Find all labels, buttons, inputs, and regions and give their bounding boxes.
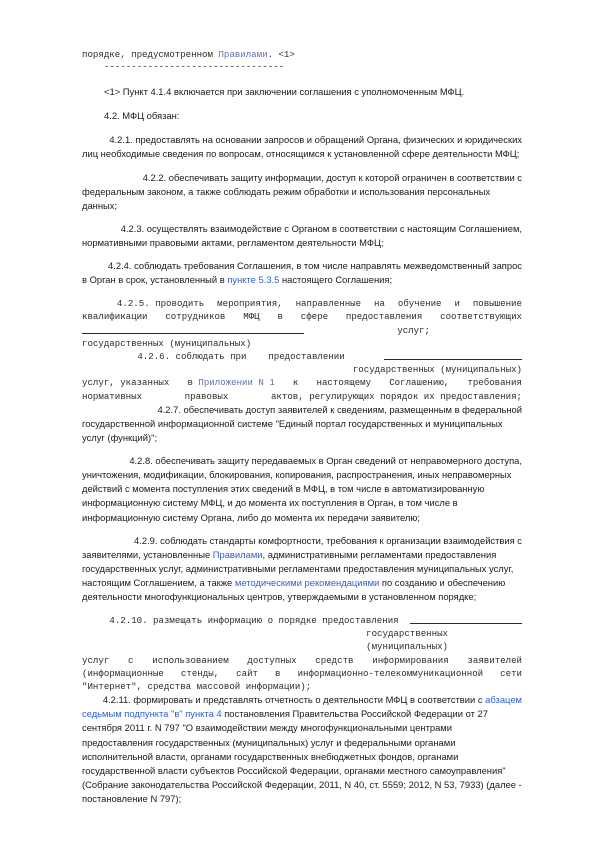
clause-text: в: [187, 377, 199, 389]
clause-text: 4.2.4. соблюдать требования Соглашения, в том числе направлять межведомственный запрос: [108, 260, 522, 272]
clause-4-2-7: [82, 403, 522, 445]
clause-link-wrap: [82, 707, 488, 721]
clause-line: [82, 297, 522, 310]
clause-text: информационную систему МФЦ, и до момента их поступления в Орган, в том числе в: [82, 497, 458, 509]
clause-line: [82, 273, 522, 287]
clause-text: 4.2.3. осуществлять взаимодействие с Органом в соответствии с настоящим Соглашением,: [120, 222, 522, 234]
clause-text: МФЦ: [243, 311, 260, 323]
document-body: [82, 48, 522, 806]
clause-text: 4.2.11. формировать и представлять отчетность о деятельности МФЦ в соответствии с: [102, 694, 486, 706]
clause-text: 4.2.8. обеспечивать защиту передаваемых в Орган сведений от неправомерного доступа,: [129, 455, 522, 467]
clause-text: сфере: [300, 311, 329, 323]
clause-text: требования: [467, 377, 522, 389]
clause-text: 4.2.9. соблюдать стандарты комфортности, требования к организации взаимодействия с: [134, 534, 522, 546]
clause-text: государственных (муниципальных): [352, 364, 522, 376]
blank-underline-field[interactable]: [410, 614, 522, 624]
clause-text: настоящего Соглашения;: [279, 274, 393, 286]
top-continuation-line: [82, 48, 522, 61]
clause-text: услуг (функций)";: [82, 432, 158, 444]
clause-text: настоящему: [316, 377, 372, 389]
clause-4-2-10: [82, 614, 522, 693]
clause-subcaption: государственных (муниципальных): [82, 337, 252, 349]
clause-text: сети: [500, 667, 522, 679]
clause-line: [82, 454, 522, 468]
clause-text: сентября 2011 г. N 797 "О взаимодействии между многофункциональными центрами: [82, 722, 452, 734]
clause-line: [82, 390, 522, 403]
clause-text: 4.2.7. обеспечивать доступ заявителей к сведениям, размещенным в федеральной: [157, 403, 522, 415]
clause-text: услуг: [82, 654, 110, 666]
clause-text: на: [374, 298, 385, 310]
clause-text: (информационные: [82, 667, 164, 679]
clause-text: обучение: [397, 298, 442, 310]
link-abzac[interactable]: абзацем: [485, 694, 522, 706]
footnote-separator-rule: ---------------------------------: [104, 61, 285, 73]
clause-text: стенды,: [180, 667, 220, 679]
clause-4-2-8: [82, 454, 522, 524]
clause-text: государственной информационной системе "Единый портал государственных и муниципальных: [82, 417, 503, 429]
clause-4-2-1: [82, 133, 522, 161]
clause-text: квалификации: [82, 311, 148, 323]
link-punkt-535[interactable]: пункте 5.3.5: [227, 274, 280, 286]
clause-4-2-4: [82, 259, 522, 287]
clause-line: [82, 185, 522, 199]
clause-text: правовых: [184, 390, 229, 402]
clause-line-blank: [82, 350, 522, 363]
clause-text: использованием: [152, 654, 229, 666]
clause-text: федеральным законом, а также соблюдать режим обработки и использования персональных: [82, 185, 491, 197]
clause-4-2-2: [82, 171, 522, 213]
clause-text: деятельности многофункциональных центров, утверждаемыми в установленном порядке;: [82, 590, 477, 602]
clause-4-2-11: [82, 693, 522, 806]
clause-line: [82, 562, 522, 576]
clause-line: [82, 222, 522, 236]
clause-text: постановление N 797);: [82, 792, 182, 804]
clause-link-wrap: [82, 576, 505, 590]
clause-text: в: [275, 667, 281, 679]
clause-text: соответствующих: [440, 311, 522, 323]
clause-text: предоставления государственных (муниципальных) услуг и федеральными органами: [82, 736, 456, 748]
clause-line: [82, 764, 522, 778]
clause-text: и: [454, 298, 460, 310]
clause-text: государственной власти субъектов Российской Федерации, органами местного самоуправления": [82, 764, 506, 776]
clause-text: в Орган в срок, установленный в: [82, 274, 228, 286]
link-metodicheskie-rekomendacii[interactable]: методическими рекомендациями: [234, 576, 380, 588]
clause-subcaption-right: [82, 363, 522, 376]
clause-text: услуг;: [397, 324, 430, 336]
clause-line: [82, 667, 522, 680]
clause-line: [82, 693, 522, 707]
clause-text: государственных: [366, 628, 448, 640]
top-line-part1: порядке, предусмотренном: [82, 49, 219, 60]
clause-text: информационно-телекоммуникационной: [297, 667, 484, 679]
clause-4-2-5: [82, 297, 522, 350]
clause-line: [82, 721, 522, 735]
clause-text: (Собрание законодательства Российской Федерации, 2011, N 40, ст. 5559; 2012, N 53, 7933) (далее -: [82, 778, 522, 790]
clause-text: 4.2.1. предоставлять на основании запросов и обращений Органа, физических и юридических: [109, 134, 522, 146]
clause-text: 4.2.2. обеспечивать защиту информации, доступ к которой ограничен в соответствии с: [142, 171, 522, 183]
clause-subcaption-right: [82, 640, 522, 653]
clause-text: нормативных: [82, 390, 143, 402]
clause-text: с: [128, 654, 134, 666]
clause-text: лиц необходимые сведения по вопросам, относящимся к установленной сфере деятельности МФЦ;: [82, 148, 520, 160]
clause-4-2-9: [82, 534, 522, 604]
clause-line: [82, 310, 522, 323]
link-pravilami[interactable]: Правилами: [212, 548, 263, 560]
blank-underline-field[interactable]: [384, 350, 522, 360]
clause-text: повышение: [472, 298, 522, 310]
link-pravilami-top[interactable]: Правилами: [218, 49, 268, 60]
clause-text: "Интернет", средства массовой информации);: [82, 681, 312, 693]
clause-text: сотрудников: [165, 311, 226, 323]
clause-text: мероприятия,: [217, 298, 283, 310]
clause-text: Соглашению,: [389, 377, 450, 389]
link-prilozhenie-n1[interactable]: Приложении N 1: [198, 377, 275, 389]
clause-line: [82, 534, 522, 548]
clause-line-blank: [82, 324, 522, 337]
clause-line: [82, 736, 522, 750]
blank-underline-field[interactable]: [82, 324, 304, 334]
clause-line: [82, 482, 522, 496]
clause-text: по созданию и обеспечению: [379, 576, 506, 588]
clause-line: [82, 403, 522, 417]
clause-line: [82, 654, 522, 667]
clause-line: [82, 376, 522, 389]
footnote-1: <1> Пункт 4.1.4 включается при заключении соглашения с уполномоченным МФЦ.: [104, 86, 465, 98]
clause-line: [82, 133, 522, 147]
clause-text: предоставления: [345, 311, 423, 323]
clause-line-blank: [82, 614, 522, 627]
clause-text: (муниципальных): [366, 641, 448, 653]
clause-text: к: [292, 377, 299, 389]
clause-line: [82, 707, 522, 721]
clause-text: данных;: [82, 199, 118, 211]
clause-text: заявителями, установленные: [82, 548, 213, 560]
clause-text: 4.2.6. соблюдать при предоставлении: [137, 351, 345, 363]
clause-line: [82, 417, 522, 431]
clause-text: заявителей: [467, 654, 522, 666]
clause-text: средств: [315, 654, 354, 666]
clause-text: актов, регулирующих порядок их предоставления;: [270, 390, 522, 402]
clause-text: 4.2.10. размещать информацию о порядке предоставления: [109, 615, 399, 627]
clause-text: направленные: [295, 298, 362, 310]
clause-text: сайт: [236, 667, 258, 679]
clause-text: нормативными правовыми актами, регламентом деятельности МФЦ;: [82, 236, 384, 248]
clause-line: [82, 750, 522, 764]
clause-text: информирования: [372, 654, 449, 666]
clause-text: услуг, указанных: [82, 377, 170, 389]
clause-text: 4.2.5. проводить: [116, 298, 205, 310]
clause-link-wrap: [187, 376, 274, 389]
clause-4-2-3: [82, 222, 522, 250]
clause-text: в: [277, 311, 283, 323]
clause-line: [82, 468, 522, 482]
clause-text: доступных: [247, 654, 297, 666]
clause-line: [82, 548, 522, 562]
clause-4-2-6: [82, 350, 522, 403]
top-line-part2: . <1>: [267, 49, 295, 60]
clause-line: [82, 496, 522, 510]
clause-line: [82, 259, 522, 273]
clause-text: информационную систему Органа, либо до момента их передачи заявителю;: [82, 511, 421, 523]
clause-text: исполнительной власти, органами государственных внебюджетных фондов, органами: [82, 750, 459, 762]
clause-text: настоящим Соглашением, а также: [82, 576, 235, 588]
clause-link-wrap: [103, 693, 522, 707]
heading-clause-42: 4.2. МФЦ обязан:: [104, 110, 180, 122]
link-sedmym-podpunkta-v-punkta-4[interactable]: седьмым подпункта "в" пункта 4: [82, 708, 222, 720]
clause-text: действий с момента поступления этих сведений в МФЦ, в том числе в автоматизированную: [82, 483, 485, 495]
clause-line: [82, 171, 522, 185]
clause-text: , административными регламентами предоставления: [262, 548, 497, 560]
clause-link-wrap: [82, 548, 496, 562]
clause-text: постановления Правительства Российской Федерации от 27: [221, 708, 488, 720]
clause-line: [82, 576, 522, 590]
clause-subcaption-right: [82, 627, 522, 640]
clause-text: уничтожения, модификации, блокирования, копирования, распространения, иных неправомерных: [82, 469, 512, 481]
clause-text: государственных услуг, административными регламентами предоставления муниципальных услуг,: [82, 562, 514, 574]
